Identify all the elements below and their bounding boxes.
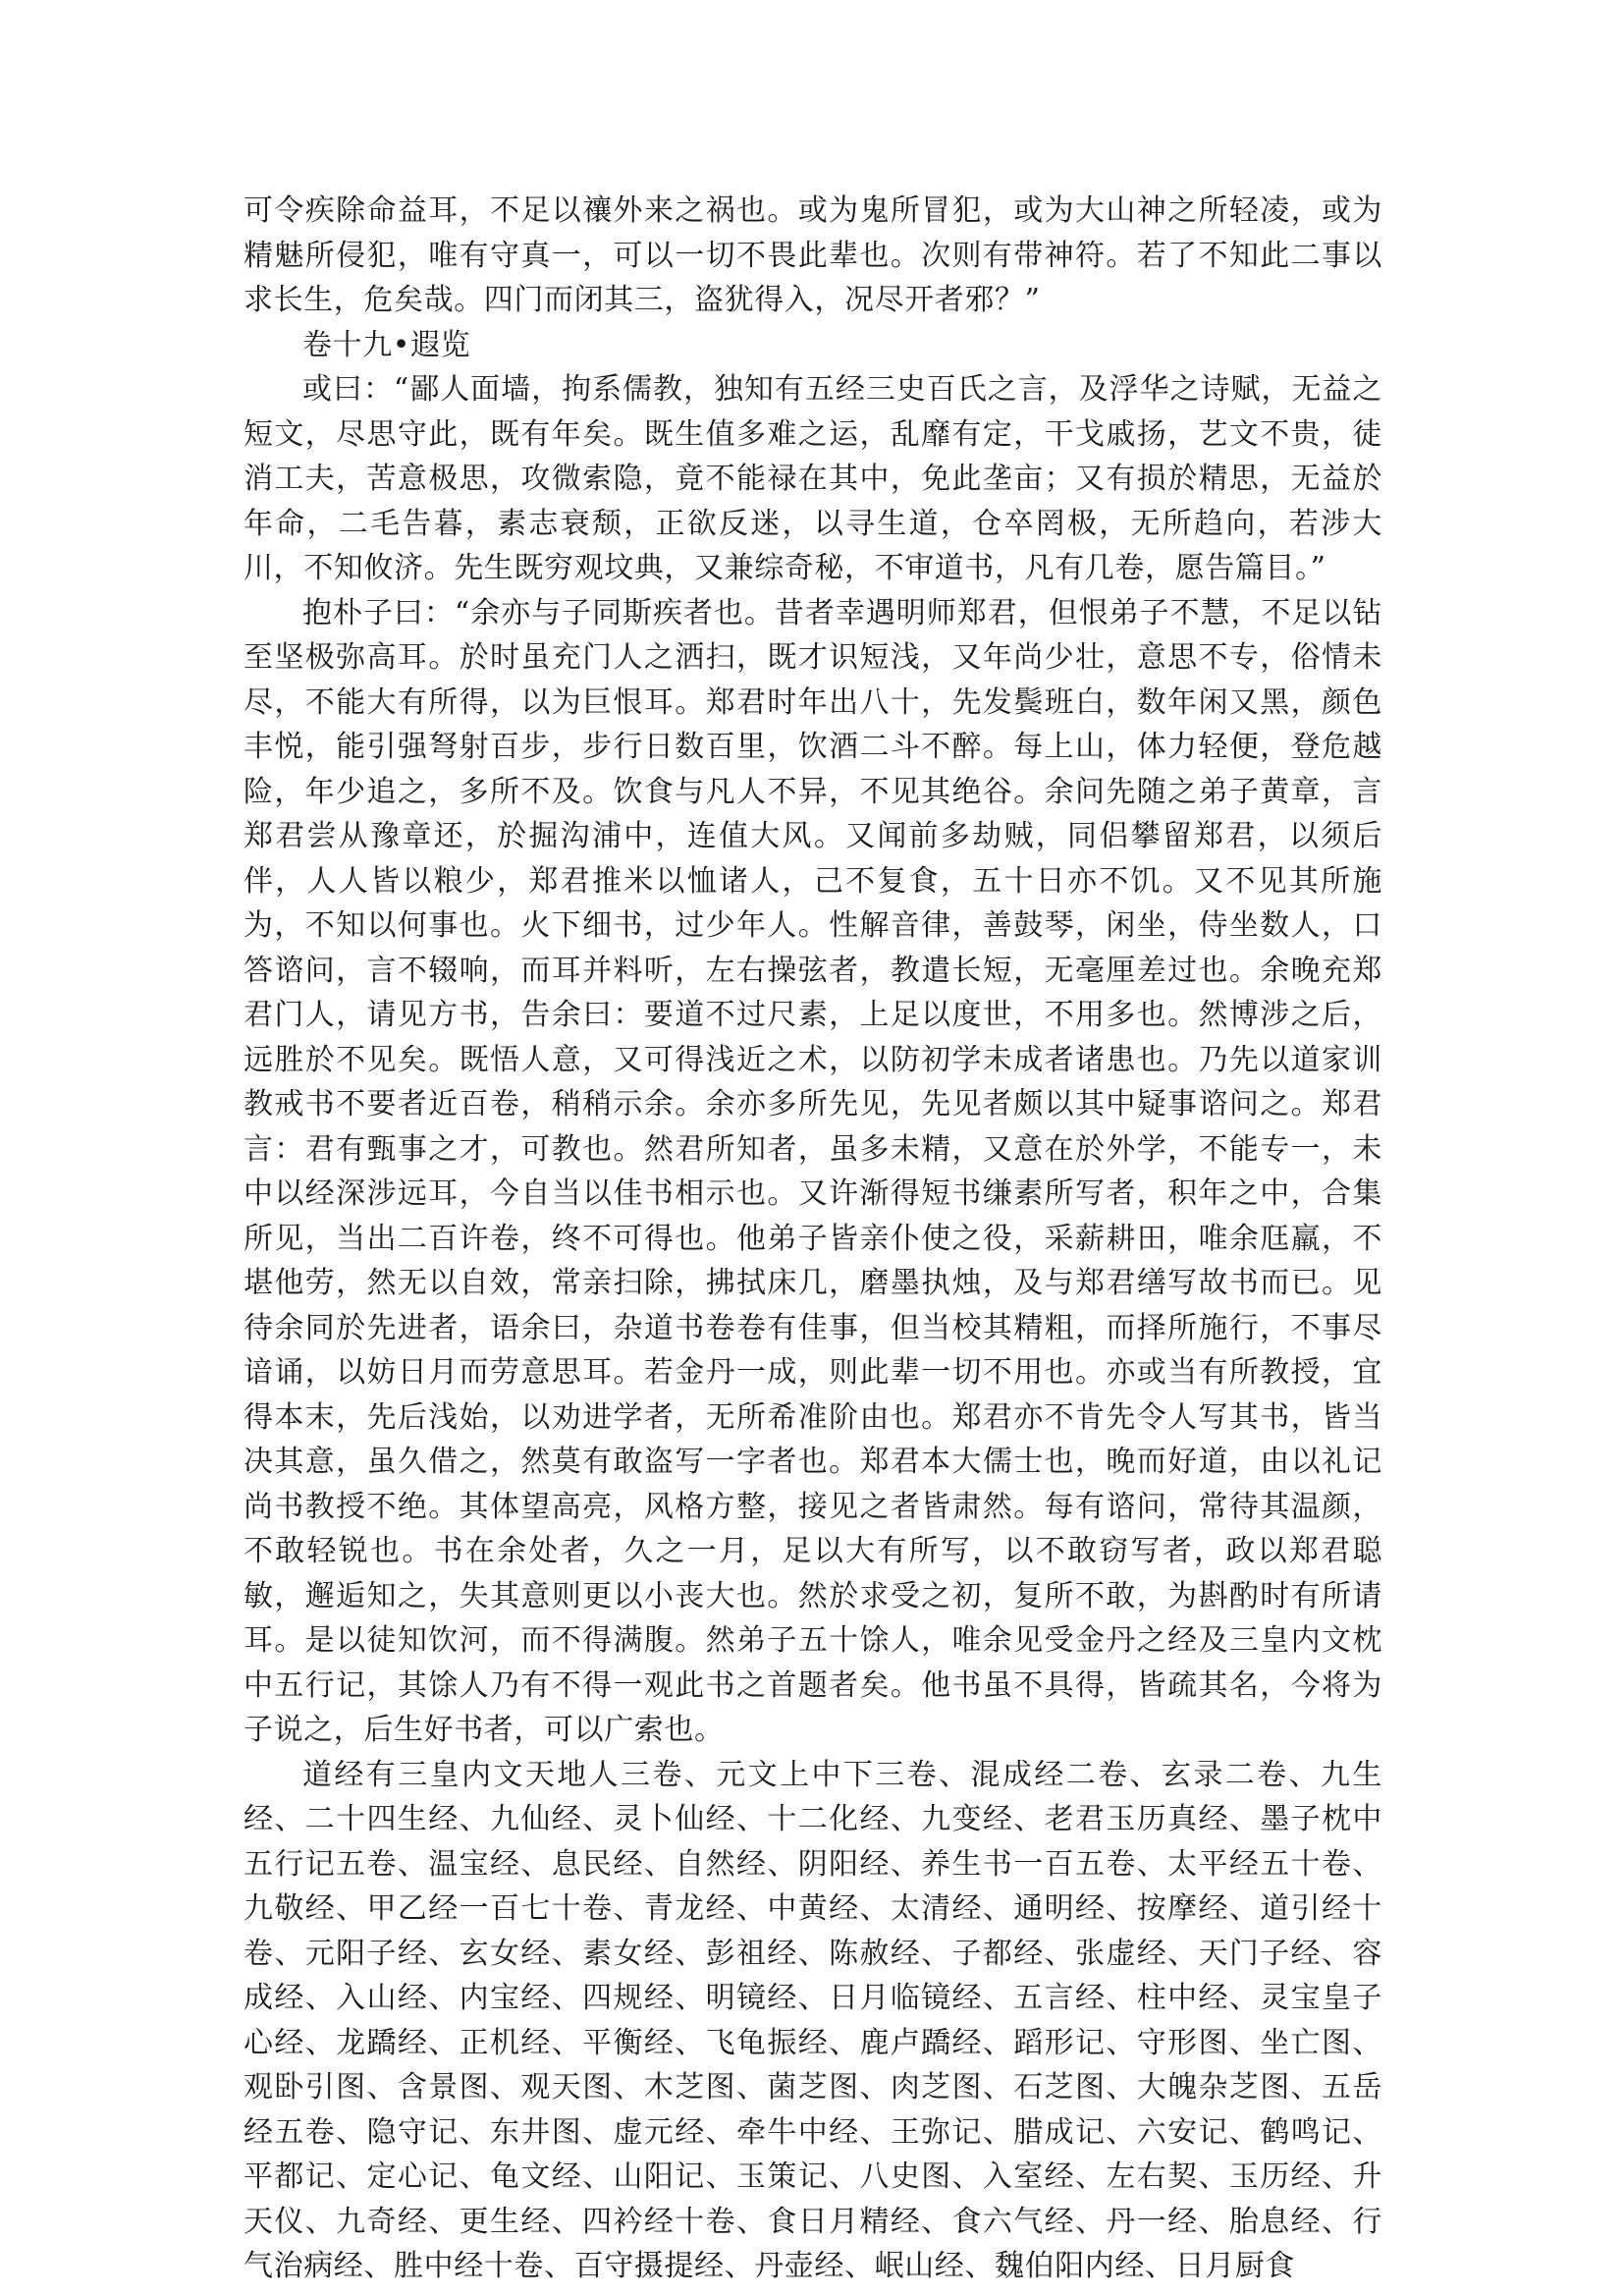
body-text — [243, 189, 1382, 2289]
paragraph-question: 或曰：“鄙人面墙，拘系儒教，独知有五经三史百氏之言，及浮华之诗赋，无益之短文，尽思守此，既有年矣。既生值多难之运，乱靡有定，干戈戚扬，艺文不贵，徒消工夫，苦意极思，攻微索隐，竟不能禄在其中，免此垄亩；又有损於精思，无益於年命，二毛告暮，素志衰颓，正欲反迷，以寻生道，仓卒罔极，无所趋向，若涉大川，不知攸济。先生既穷观坟典，又兼综奇秘，不审道书，凡有几卷，愿告篇目。” — [243, 372, 1382, 585]
paragraph-answer: 抱朴子曰：“余亦与子同斯疾者也。昔者幸遇明师郑君，但恨弟子不慧，不足以钻至坚极弥高耳。於时虽充门人之洒扫，既才识短浅，又年尚少壮，意思不专，俗情未尽，不能大有所得，以为巨恨耳。郑君时年出八十，先发鬓班白，数年闲又黑，颜色丰悦，能引强弩射百步，步行日数百里，饮酒二斗不醉。每上山，体力轻便，登危越险，年少追之，多所不及。饮食与凡人不异，不见其绝谷。余问先随之弟子黄章，言郑君尝从豫章还，於掘沟浦中，连值大风。又闻前多劫贼，同侣攀留郑君，以须后伴，人人皆以粮少，郑君推米以恤诸人，己不复食，五十日亦不饥。又不见其所施为，不知以何事也。火下细书，过少年人。性解音律，善鼓琴，闲坐，侍坐数人，口答谘问，言不辍响，而耳并料听，左右操弦者，教遣长短，无毫厘差过也。余晚充郑君门人，请见方书，告余曰：要道不过尺素，上足以度世，不用多也。然博涉之后，远胜於不见矣。既悟人意，又可得浅近之术，以防初学未成者诸患也。乃先以道家训教戒书不要者近百卷，稍稍示余。余亦多所先见，先见者颇以其中疑事谘问之。郑君言：君有甄事之才，可教也。然君所知者，虽多未精，又意在於外学，不能专一，未中以经深涉远耳，今自当以佳书相示也。又许渐得短书缣素所写者，积年之中，合集所见，当出二百许卷，终不可得也。他弟子皆亲仆使之役，采薪耕田，唯余尫羸，不堪他劳，然无以自效，常亲扫除，拂拭床几，磨墨执烛，及与郑君缮写故书而已。见待余同於先进者，语余曰，杂道书卷卷有佳事，但当校其精粗，而择所施行，不事尽谙诵，以妨日月而劳意思耳。若金丹一成，则此辈一切不用也。亦或当有所教授，宜得本末，先后浅始，以劝进学者，无所希准阶由也。郑君亦不肯先令人写其书，皆当决其意，虽久借之，然莫有敢盗写一字者也。郑君本大儒士也，晚而好道，由以礼记尚书教授不绝。其体望高亮，风格方整，接见之者皆肃然。每有谘问，常待其温颜，不敢轻锐也。书在余处者，久之一月，足以大有所写，以不敢窃写者，政以郑君聪敏，邂逅知之，失其意则更以小丧大也。然於求受之初，复所不敢，为斟酌时有所请耳。是以徒知饮河，而不得满腹。然弟子五十馀人，唯余见受金丹之经及三皇内文枕中五行记，其馀人乃有不得一观此书之首题者矣。他书虽不具得，皆疏其名，今将为子说之，后生好书者，可以广索也。 — [243, 595, 1382, 1747]
paragraph-continuation: 可令疾除命益耳，不足以禳外来之祸也。或为鬼所冒犯，或为大山神之所轻凌，或为精魅所侵犯，唯有守真一，可以一切不畏此辈也。次则有带神符。若了不知此二事以求长生，危矣哉。四门而闭其三，盗犹得入，况尽开者邪？” — [243, 193, 1382, 317]
chapter-heading: 卷十九•遐览 — [302, 327, 471, 362]
paragraph-book-list: 道经有三皇内文天地人三卷、元文上中下三卷、混成经二卷、玄录二卷、九生经、二十四生经、九仙经、灵卜仙经、十二化经、九变经、老君玉历真经、墨子枕中五行记五卷、温宝经、息民经、自然经、阴阳经、养生书一百五卷、太平经五十卷、九敬经、甲乙经一百七十卷、青龙经、中黄经、太清经、通明经、按摩经、道引经十卷、元阳子经、玄女经、素女经、彭祖经、陈赦经、子都经、张虚经、天门子经、容成经、入山经、内宝经、四规经、明镜经、日月临镜经、五言经、柱中经、灵宝皇子心经、龙蹻经、正机经、平衡经、飞龟振经、鹿卢蹻经、蹈形记、守形图、坐亡图、观卧引图、含景图、观天图、木芝图、菌芝图、肉芝图、石芝图、大魄杂芝图、五岳经五卷、隐守记、东井图、虚元经、牵牛中经、王弥记、腊成记、六安记、鹤鸣记、平都记、定心记、龟文经、山阳记、玉策记、八史图、入室经、左右契、玉历经、升天仪、九奇经、更生经、四衿经十卷、食日月精经、食六气经、丹一经、胎息经、行气治病经、胜中经十卷、百守摄提经、丹壶经、岷山经、魏伯阳内经、日月厨食 — [243, 1757, 1382, 2283]
